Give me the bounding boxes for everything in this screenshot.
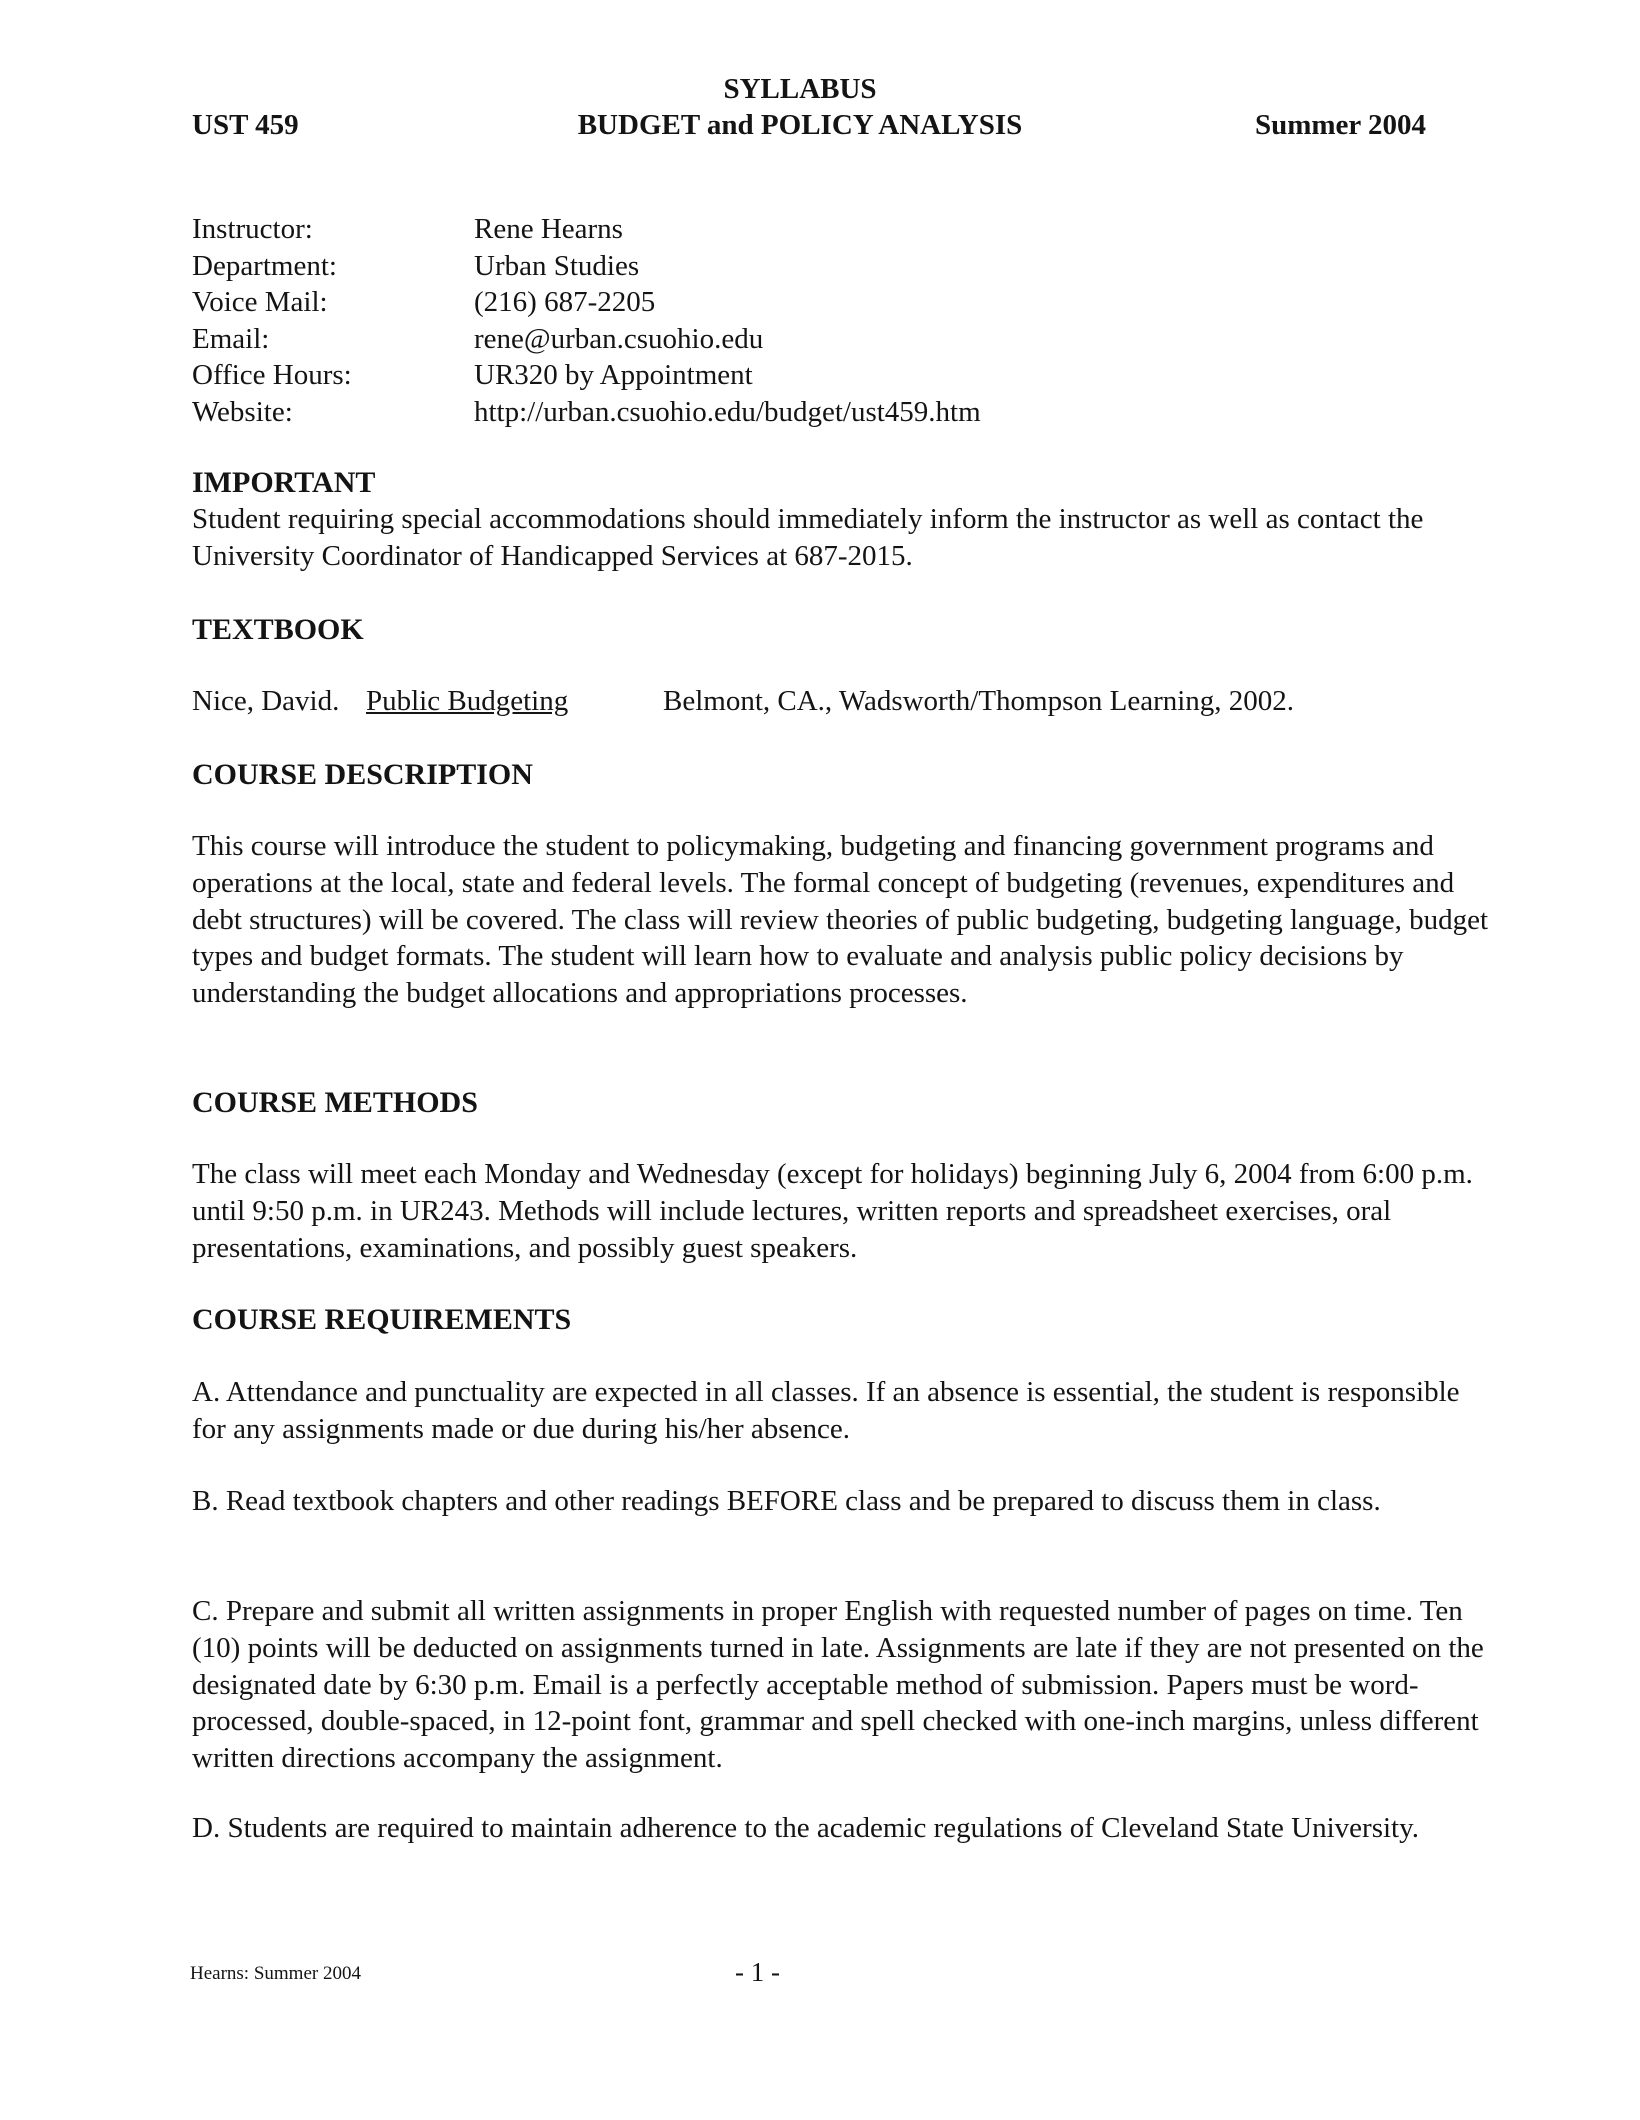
header-term: Summer 2004 bbox=[1254, 109, 1426, 141]
textbook-title: Public Budgeting bbox=[366, 685, 569, 717]
course-methods-text: The class will meet each Monday and Wednesday (except for holidays) beginning July 6, 2004 from 6:00 p.m. until 9:50 p.m. in UR243. Methods will include lectures, written reports and spreadsheet exercises, oral presentations, examinations, and possibly guest speakers. bbox=[192, 1158, 1473, 1264]
textbook-heading: TEXTBOOK bbox=[192, 613, 364, 646]
important-text: Student requiring special accommodations should immediately inform the instructor as well as contact the University Coordinator of Handicapped Services at 687-2015. bbox=[192, 503, 1424, 572]
page-number: - 1 - bbox=[735, 1957, 780, 1987]
footer-author-term: Hearns: Summer 2004 bbox=[190, 1963, 361, 1984]
info-value: UR320 by Appointment bbox=[474, 359, 753, 391]
info-block bbox=[192, 211, 1392, 430]
course-methods-heading: COURSE METHODS bbox=[192, 1086, 478, 1119]
info-label: Office Hours: bbox=[192, 359, 352, 391]
header-title-line2: BUDGET and POLICY ANALYSIS bbox=[577, 109, 1023, 141]
info-value: Rene Hearns bbox=[474, 213, 623, 245]
header-course-code: UST 459 bbox=[192, 109, 299, 141]
info-label: Website: bbox=[192, 395, 293, 428]
info-label: Instructor: bbox=[192, 213, 313, 245]
course-requirements-heading: COURSE REQUIREMENTS bbox=[192, 1303, 572, 1336]
info-label: Voice Mail: bbox=[192, 286, 328, 318]
important-heading: IMPORTANT bbox=[192, 466, 376, 499]
textbook-author: Nice, David. bbox=[192, 685, 340, 717]
header-title-line1: SYLLABUS bbox=[723, 73, 877, 105]
requirement-c: C. Prepare and submit all written assignments in proper English with requested number of pages on time. Ten (10) points will be deducted on assignments turned in late. Assignments are late if they are not presented on the designated date by 6:30 p.m. Email is a perfectly acceptable method of submission. Papers must be word-processed, double-spaced, in 12-point font, grammar and spell checked with one-inch margins, unless different written directions accompany the assignment. bbox=[192, 1595, 1484, 1775]
info-label: Email: bbox=[192, 322, 270, 355]
info-row-department bbox=[192, 248, 1392, 285]
requirement-a: A. Attendance and punctuality are expected in all classes. If an absence is essential, the student is responsible for any assignments made or due during his/her absence. bbox=[192, 1376, 1460, 1445]
course-description-heading: COURSE DESCRIPTION bbox=[192, 758, 533, 791]
requirement-b: B. Read textbook chapters and other readings BEFORE class and be prepared to discuss them in class. bbox=[192, 1485, 1381, 1517]
course-description-text: This course will introduce the student to policymaking, budgeting and financing government programs and operations at the local, state and federal levels. The formal concept of budgeting (revenues, expenditures and debt structures) will be covered. The class will review theories of public budgeting, budgeting language, budget types and budget formats. The student will learn how to evaluate and analysis public policy decisions by understanding the budget allocations and appropriations processes. bbox=[192, 830, 1489, 1010]
email-value[interactable]: rene@urban.csuohio.edu bbox=[474, 322, 764, 355]
info-label: Department: bbox=[192, 249, 337, 282]
info-value: Urban Studies bbox=[474, 249, 640, 282]
info-row-voice-mail bbox=[192, 284, 1392, 321]
website-value[interactable]: http://urban.csuohio.edu/budget/ust459.htm bbox=[474, 395, 981, 428]
info-row-office-hours bbox=[192, 357, 1392, 394]
requirement-d: D. Students are required to maintain adherence to the academic regulations of Cleveland State University. bbox=[192, 1812, 1419, 1844]
info-row-website bbox=[192, 394, 1392, 431]
info-row-instructor bbox=[192, 211, 1392, 248]
textbook-publisher: Belmont, CA., Wadsworth/Thompson Learning, 2002. bbox=[663, 685, 1295, 717]
info-row-email bbox=[192, 321, 1392, 358]
info-value: (216) 687-2205 bbox=[474, 286, 656, 318]
